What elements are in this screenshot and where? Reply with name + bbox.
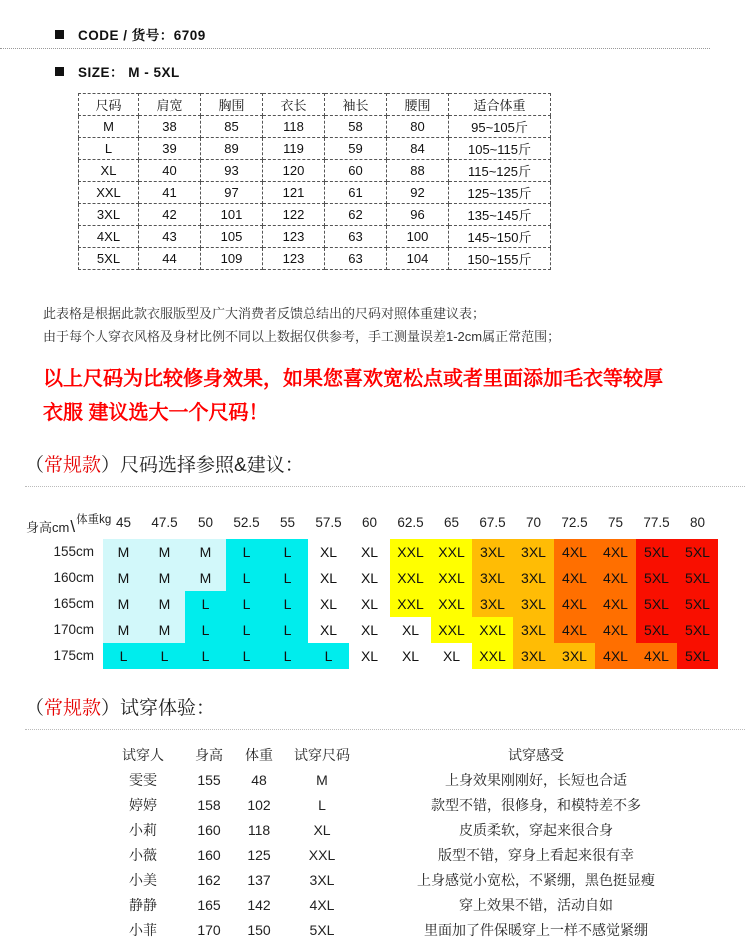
matrix-size-cell: XL — [308, 565, 349, 591]
tryon-cell: 小美 — [129, 871, 157, 888]
size-table-cell: 95~105斤 — [449, 116, 551, 138]
size-table-cell: 122 — [263, 204, 325, 226]
size-table-cell: 123 — [263, 248, 325, 270]
tryon-cell: 118 — [247, 821, 271, 838]
size-table-cell: 62 — [325, 204, 387, 226]
matrix-height-label: 175cm — [53, 648, 94, 663]
size-table-row — [79, 248, 551, 270]
size-table-cell: L — [79, 138, 139, 160]
matrix-size-cell: L — [267, 565, 308, 591]
tryon-cell: 5XL — [309, 921, 335, 938]
matrix-size-cell: 4XL — [554, 591, 595, 617]
square-bullet-icon — [55, 30, 64, 39]
matrix-size-cell: L — [103, 643, 144, 669]
tryon-row — [103, 842, 711, 867]
size-table-cell: 39 — [139, 138, 201, 160]
dotted-divider — [0, 48, 710, 49]
tryon-cell: 婷婷 — [129, 796, 157, 813]
size-table-cell: 85 — [201, 116, 263, 138]
matrix-size-cell: XXL — [431, 617, 472, 643]
tryon-cell: 上身效果刚刚好，长短也合适 — [445, 771, 627, 788]
matrix-size-cell: L — [226, 643, 267, 669]
matrix-size-cell: L — [267, 643, 308, 669]
matrix-size-cell: 3XL — [554, 643, 595, 669]
matrix-size-cell: XXL — [431, 539, 472, 565]
matrix-size-cell: 5XL — [677, 565, 718, 591]
matrix-size-cell: 5XL — [677, 617, 718, 643]
regular-style-tag: 常规款 — [44, 698, 102, 719]
matrix-size-cell: 3XL — [513, 565, 554, 591]
size-table-cell: 58 — [325, 116, 387, 138]
size-note-line: 此表格是根据此款衣服版型及广大消费者反馈总结出的尺码对照体重建议表； — [43, 306, 486, 321]
size-line — [0, 59, 750, 83]
matrix-size-cell: L — [185, 617, 226, 643]
tryon-row — [103, 867, 711, 892]
size-table-cell: 115~125斤 — [449, 160, 551, 182]
tryon-cell: 皮质柔软，穿起来很合身 — [459, 821, 613, 838]
size-table-column-header: 肩宽 — [139, 94, 201, 116]
matrix-size-cell: 4XL — [595, 617, 636, 643]
matrix-size-cell: 4XL — [554, 539, 595, 565]
code-line — [0, 22, 750, 46]
matrix-size-cell: 4XL — [554, 617, 595, 643]
size-table-row — [79, 138, 551, 160]
tryon-header-row — [103, 742, 711, 767]
size-warning-line: 衣服 建议选大一个尺码！ — [43, 402, 269, 424]
tryon-cell: 4XL — [309, 896, 335, 913]
tryon-cell: XL — [313, 821, 331, 838]
matrix-size-cell: XL — [349, 591, 390, 617]
matrix-weight-header: 70 — [525, 515, 542, 530]
matrix-size-cell: XL — [349, 539, 390, 565]
size-table-cell: 96 — [387, 204, 449, 226]
size-table-cell: 80 — [387, 116, 449, 138]
matrix-size-cell: M — [144, 591, 185, 617]
section-title-text: ）试穿体验： — [101, 698, 216, 719]
matrix-size-cell: 3XL — [472, 565, 513, 591]
tryon-cell: M — [316, 771, 328, 788]
size-table-cell: 40 — [139, 160, 201, 182]
matrix-size-cell: L — [226, 591, 267, 617]
height-axis-label: 身高cm — [26, 520, 70, 535]
matrix-size-cell: 4XL — [595, 565, 636, 591]
size-selection-matrix — [0, 507, 750, 669]
size-table-column-header: 尺码 — [79, 94, 139, 116]
matrix-size-cell: M — [103, 591, 144, 617]
matrix-height-label: 170cm — [53, 622, 94, 637]
matrix-weight-header: 62.5 — [397, 515, 424, 530]
size-table-cell: 44 — [139, 248, 201, 270]
size-table-cell: 63 — [325, 248, 387, 270]
size-table-column-header: 衣长 — [263, 94, 325, 116]
size-table-cell: 101 — [201, 204, 263, 226]
size-table-column-header: 胸围 — [201, 94, 263, 116]
size-table-column-header: 腰围 — [387, 94, 449, 116]
tryon-cell: 版型不错，穿身上看起来很有幸 — [438, 846, 634, 863]
size-table-cell: XXL — [79, 182, 139, 204]
matrix-size-cell: 3XL — [513, 617, 554, 643]
matrix-size-cell: M — [144, 565, 185, 591]
matrix-size-cell: XXL — [431, 565, 472, 591]
matrix-weight-header: 50 — [197, 515, 214, 530]
matrix-weight-header: 45 — [115, 515, 132, 530]
matrix-size-cell: XL — [349, 643, 390, 669]
tryon-column-header: 试穿人 — [122, 746, 164, 763]
matrix-size-cell: XL — [390, 643, 431, 669]
tryon-cell: 小薇 — [129, 846, 157, 863]
size-guide-section-heading — [25, 450, 745, 487]
size-table-row — [79, 116, 551, 138]
matrix-size-cell: L — [226, 617, 267, 643]
tryon-cell: XXL — [308, 846, 336, 863]
tryon-row — [103, 792, 711, 817]
matrix-weight-header: 65 — [443, 515, 460, 530]
axis-slash: \ — [70, 517, 76, 536]
tryon-column-header: 身高 — [195, 746, 223, 763]
size-table-row — [79, 226, 551, 248]
tryon-column-header: 试穿尺码 — [294, 746, 350, 763]
tryon-cell: 158 — [197, 796, 221, 813]
matrix-size-cell: 3XL — [513, 539, 554, 565]
tryon-cell: L — [318, 796, 326, 813]
size-table-cell: 119 — [263, 138, 325, 160]
size-table-cell: 123 — [263, 226, 325, 248]
tryon-cell: 上身感觉小宽松，不紧绷，黑色挺显瘦 — [417, 871, 655, 888]
size-table-cell: 93 — [201, 160, 263, 182]
matrix-height-label: 165cm — [53, 596, 94, 611]
matrix-weight-header: 67.5 — [479, 515, 506, 530]
tryon-cell: 125 — [247, 846, 271, 863]
size-table-cell: 97 — [201, 182, 263, 204]
matrix-size-cell: XXL — [431, 591, 472, 617]
size-table-cell: 59 — [325, 138, 387, 160]
matrix-height-label: 160cm — [53, 570, 94, 585]
matrix-size-cell: 5XL — [636, 591, 677, 617]
regular-style-tag: 常规款 — [44, 455, 102, 476]
size-table-row — [79, 204, 551, 226]
size-table-cell: M — [79, 116, 139, 138]
matrix-size-cell: XXL — [390, 565, 431, 591]
tryon-cell: 3XL — [309, 871, 335, 888]
size-warning-line: 以上尺码为比较修身效果，如果您喜欢宽松点或者里面添加毛衣等较厚 — [43, 368, 663, 390]
size-table-cell: 125~135斤 — [449, 182, 551, 204]
tryon-section-heading — [25, 693, 745, 730]
tryon-cell: 48 — [251, 771, 267, 788]
matrix-size-cell: M — [103, 565, 144, 591]
size-table-cell: 135~145斤 — [449, 204, 551, 226]
matrix-size-cell: L — [226, 565, 267, 591]
matrix-size-cell: L — [308, 643, 349, 669]
tryon-cell: 165 — [197, 896, 221, 913]
size-table-cell: 118 — [263, 116, 325, 138]
size-table-cell: 3XL — [79, 204, 139, 226]
tryon-row — [103, 892, 711, 917]
tryon-experience-table — [103, 742, 711, 942]
matrix-size-cell: 4XL — [595, 539, 636, 565]
matrix-weight-header: 77.5 — [643, 515, 670, 530]
matrix-size-cell: XXL — [390, 539, 431, 565]
size-table-cell: 61 — [325, 182, 387, 204]
matrix-weight-header: 57.5 — [315, 515, 342, 530]
matrix-size-cell: L — [267, 539, 308, 565]
code-label: CODE / 货号：6709 — [78, 28, 206, 43]
matrix-size-cell: M — [103, 539, 144, 565]
matrix-size-cell: L — [185, 643, 226, 669]
tryon-row — [103, 917, 711, 942]
matrix-grid — [40, 507, 750, 669]
size-table-column-header: 适合体重 — [449, 94, 551, 116]
size-table-cell: 88 — [387, 160, 449, 182]
size-table-cell: 120 — [263, 160, 325, 182]
matrix-size-cell: XL — [431, 643, 472, 669]
tryon-column-header: 体重 — [245, 746, 273, 763]
matrix-size-cell: L — [185, 591, 226, 617]
matrix-weight-header: 72.5 — [561, 515, 588, 530]
tryon-cell: 静静 — [129, 896, 157, 913]
matrix-size-cell: 4XL — [595, 643, 636, 669]
matrix-size-cell: L — [267, 617, 308, 643]
matrix-size-cell: 5XL — [636, 617, 677, 643]
tryon-cell: 102 — [247, 796, 271, 813]
matrix-axis-label — [26, 511, 111, 537]
size-table-cell: 121 — [263, 182, 325, 204]
size-table-cell: 100 — [387, 226, 449, 248]
tryon-cell: 小菲 — [129, 921, 157, 938]
matrix-size-cell: XL — [390, 617, 431, 643]
matrix-size-cell: XL — [308, 617, 349, 643]
size-table-cell: 104 — [387, 248, 449, 270]
header-block — [0, 0, 750, 83]
matrix-size-cell: M — [103, 617, 144, 643]
tryon-cell: 小莉 — [129, 821, 157, 838]
matrix-size-cell: 3XL — [472, 591, 513, 617]
matrix-size-cell: XL — [349, 565, 390, 591]
size-measurement-table — [78, 93, 551, 270]
size-table-cell: XL — [79, 160, 139, 182]
size-table-cell: 145~150斤 — [449, 226, 551, 248]
square-bullet-icon — [55, 67, 64, 76]
size-table-row — [79, 160, 551, 182]
matrix-size-cell: M — [185, 565, 226, 591]
tryon-column-header: 试穿感受 — [508, 746, 564, 763]
matrix-size-cell: 5XL — [677, 591, 718, 617]
matrix-size-cell: 4XL — [636, 643, 677, 669]
size-table-header-row — [79, 94, 551, 116]
matrix-height-label: 155cm — [53, 544, 94, 559]
weight-axis-label: 体重kg — [76, 514, 112, 526]
paren-open: （ — [25, 698, 45, 719]
matrix-size-cell: XXL — [472, 617, 513, 643]
matrix-size-cell: 5XL — [636, 539, 677, 565]
tryon-cell: 170 — [197, 921, 221, 938]
tryon-cell: 162 — [197, 871, 221, 888]
size-range-label: SIZE： M - 5XL — [78, 65, 180, 80]
matrix-size-cell: XL — [308, 539, 349, 565]
size-table-cell: 5XL — [79, 248, 139, 270]
size-table-cell: 43 — [139, 226, 201, 248]
tryon-cell: 150 — [247, 921, 271, 938]
size-table-cell: 92 — [387, 182, 449, 204]
matrix-weight-header: 80 — [689, 515, 706, 530]
size-table-cell: 42 — [139, 204, 201, 226]
matrix-size-cell: M — [185, 539, 226, 565]
matrix-size-cell: 3XL — [513, 643, 554, 669]
matrix-weight-header: 60 — [361, 515, 378, 530]
size-table-cell: 41 — [139, 182, 201, 204]
matrix-size-cell: 4XL — [554, 565, 595, 591]
size-table-cell: 38 — [139, 116, 201, 138]
size-table-cell: 89 — [201, 138, 263, 160]
matrix-size-cell: 5XL — [636, 565, 677, 591]
tryon-cell: 137 — [247, 871, 271, 888]
matrix-weight-header: 47.5 — [151, 515, 178, 530]
matrix-size-cell: 3XL — [513, 591, 554, 617]
matrix-size-cell: L — [226, 539, 267, 565]
matrix-size-cell: XXL — [390, 591, 431, 617]
size-table-row — [79, 182, 551, 204]
tryon-row — [103, 817, 711, 842]
tryon-cell: 142 — [247, 896, 271, 913]
tryon-row — [103, 767, 711, 792]
tryon-cell: 160 — [197, 821, 221, 838]
size-table-cell: 105~115斤 — [449, 138, 551, 160]
matrix-weight-header: 52.5 — [233, 515, 260, 530]
section-title — [25, 698, 215, 719]
tryon-cell: 155 — [197, 771, 221, 788]
size-note-line: 由于每个人穿衣风格及身材比例不同以上数据仅供参考，手工测量误差1-2cm属正常范围； — [43, 329, 561, 344]
section-title — [25, 455, 304, 476]
tryon-cell: 款型不错，很修身，和模特差不多 — [431, 796, 641, 813]
matrix-size-cell: 4XL — [595, 591, 636, 617]
tryon-cell: 里面加了件保暖穿上一样不感觉紧绷 — [424, 921, 648, 938]
section-title-text: ）尺码选择参照&建议： — [101, 455, 304, 476]
size-table-cell: 150~155斤 — [449, 248, 551, 270]
size-table-cell: 63 — [325, 226, 387, 248]
matrix-weight-header: 55 — [279, 515, 296, 530]
size-table-column-header: 袖长 — [325, 94, 387, 116]
matrix-size-cell: L — [144, 643, 185, 669]
matrix-size-cell: XL — [349, 617, 390, 643]
matrix-size-cell: M — [144, 617, 185, 643]
size-warning-text — [43, 362, 750, 430]
size-table-cell: 4XL — [79, 226, 139, 248]
matrix-size-cell: XL — [308, 591, 349, 617]
matrix-weight-header: 75 — [607, 515, 624, 530]
tryon-cell: 雯雯 — [129, 771, 157, 788]
size-table-cell: 105 — [201, 226, 263, 248]
matrix-size-cell: 5XL — [677, 539, 718, 565]
matrix-size-cell: M — [144, 539, 185, 565]
paren-open: （ — [25, 455, 45, 476]
tryon-cell: 穿上效果不错，活动自如 — [459, 896, 613, 913]
size-table-cell: 84 — [387, 138, 449, 160]
matrix-size-cell: L — [267, 591, 308, 617]
size-table-cell: 109 — [201, 248, 263, 270]
size-table-cell: 60 — [325, 160, 387, 182]
matrix-size-cell: 5XL — [677, 643, 718, 669]
tryon-cell: 160 — [197, 846, 221, 863]
matrix-size-cell: 3XL — [472, 539, 513, 565]
size-notes — [43, 302, 750, 348]
matrix-size-cell: XXL — [472, 643, 513, 669]
